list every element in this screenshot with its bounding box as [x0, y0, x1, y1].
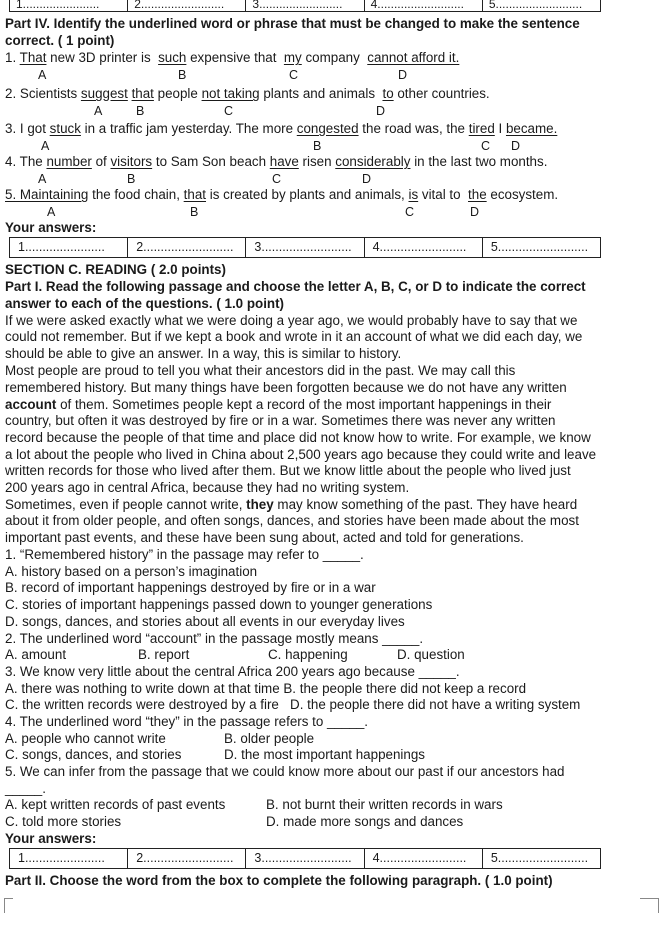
letter-a: A: [38, 172, 47, 186]
answer-box: [9, 237, 601, 258]
option: D. question: [397, 647, 465, 662]
letter-a: A: [38, 68, 47, 82]
part1-title-cont: answer to each of the questions. ( 1.0 point): [5, 296, 285, 311]
passage-line: about it from older people, and often songs, dances, and stories have been made about the most: [5, 513, 579, 528]
letter-d: D: [376, 104, 386, 118]
passage-line: written records for those who lived after them. But we know little about the people who lived just: [5, 463, 571, 478]
passage-line: If we were asked exactly what we were doing a year ago, we would probably have to say that we: [5, 313, 578, 328]
option: D. made more songs and dances: [266, 814, 464, 829]
option: C. stories of important happenings passed down to younger generations: [5, 597, 433, 612]
part1-title: Part I. Read the following passage and choose the letter A, B, C, or D to indicate the correct: [5, 279, 586, 294]
passage-line: country, but often it was destroyed by fire or in a war. Sometimes there was never any written: [5, 413, 556, 428]
passage-line: remembered history. But many things have been forgotten because we do not have any written: [5, 380, 567, 395]
part4-question-2: 2. Scientists suggest that people not taking plants and animals to other countries.: [5, 86, 490, 101]
answer-cell: 3..........................: [246, 849, 364, 868]
option: A. kept written records of past events: [5, 797, 226, 812]
letter-a: A: [41, 139, 50, 153]
passage-line: Sometimes, even if people cannot write, they may know something of the past. They have heard: [5, 497, 578, 512]
answer-cell: 1.......................: [10, 849, 128, 868]
passage-line: record because the people of that time and place did not know how to write. For example, we know: [5, 430, 591, 445]
answer-cell: 3.........................: [246, 0, 364, 11]
passage-line: should be able to give an answer. In a way, this is similar to history.: [5, 346, 402, 361]
option: B. older people: [224, 731, 315, 746]
option: C. happening: [268, 647, 348, 662]
option: A. people who cannot write: [5, 731, 166, 746]
answer-cell: 1.......................: [10, 238, 128, 257]
option: C. told more stories: [5, 814, 122, 829]
option: A. amount: [5, 647, 67, 662]
letter-d: D: [511, 139, 521, 153]
your-answers-label: Your answers:: [5, 831, 97, 846]
answer-cell: 3..........................: [246, 238, 364, 257]
letter-c: C: [272, 172, 282, 186]
option: C. the written records were destroyed by a fire D. the people there did not have a writing system: [5, 697, 581, 712]
question-2: 2. The underlined word “account” in the passage mostly means _____.: [5, 631, 424, 646]
letter-c: C: [405, 205, 415, 219]
letter-c: C: [481, 139, 491, 153]
part4-question-1: 1. That new 3D printer is such expensive that my company cannot afford it.: [5, 50, 460, 65]
passage-line: 200 years ago in central Africa, because they had no writing system.: [5, 480, 410, 495]
passage-line: could not remember. But if we kept a book and wrote in it an account of what we did each day, we: [5, 329, 583, 344]
letter-b: B: [127, 172, 136, 186]
answer-box: [9, 848, 601, 869]
answer-cell: 5..........................: [490, 851, 589, 865]
answer-cell: 2..........................: [128, 238, 246, 257]
passage-line: account of them. Sometimes people kept a record of the most important happenings in their: [5, 397, 552, 412]
letter-b: B: [178, 68, 187, 82]
answer-cell: 4..........................: [365, 0, 483, 11]
letter-b: B: [313, 139, 322, 153]
answer-cell: 4.........................: [365, 849, 483, 868]
question-3: 3. We know very little about the central Africa 200 years ago because _____.: [5, 664, 460, 679]
passage-line: Most people are proud to tell you what their ancestors did in the past. We may call this: [5, 363, 516, 378]
question-5-blank: _____.: [5, 781, 46, 796]
part4-title: Part IV. Identify the underlined word or phrase that must be changed to make the sentence: [5, 16, 580, 31]
option: C. songs, dances, and stories: [5, 747, 182, 762]
section-c-title: SECTION C. READING ( 2.0 points): [5, 262, 226, 277]
question-5: 5. We can infer from the passage that we could know more about our past if our ancestors had: [5, 764, 565, 779]
answer-cell: 2.........................: [128, 0, 246, 11]
word-box-corner-right: [640, 898, 659, 913]
option: A. history based on a person’s imagination: [5, 564, 258, 579]
part4-question-5: 5. Maintaining the food chain, that is created by plants and animals, is vital to the ecosystem.: [5, 187, 559, 202]
letter-d: D: [398, 68, 408, 82]
answer-cell: 5..........................: [490, 240, 589, 254]
word-account: account: [5, 397, 57, 412]
option: D. songs, dances, and stories about all events in our everyday lives: [5, 614, 405, 629]
answer-cell: 4.........................: [365, 238, 483, 257]
option: B. report: [138, 647, 190, 662]
your-answers-label: Your answers:: [5, 220, 97, 235]
letter-c: C: [224, 104, 234, 118]
part2-title: Part II. Choose the word from the box to complete the following paragraph. ( 1.0 point): [5, 873, 553, 888]
letter-a: A: [47, 205, 56, 219]
passage-line: important past events, and these have been sung about, acted and told for generations.: [5, 530, 524, 545]
question-1: 1. “Remembered history” in the passage may refer to _____.: [5, 547, 364, 562]
letter-b: B: [190, 205, 199, 219]
answer-cell: 1.......................: [10, 0, 128, 11]
word-box-corner-left: [4, 898, 13, 913]
passage-line: a lot about the people who lived in China about 2,500 years ago because they could write and leave: [5, 447, 597, 462]
letter-d: D: [470, 205, 480, 219]
letter-c: C: [289, 68, 299, 82]
letter-d: D: [362, 172, 372, 186]
top-answer-box: [9, 0, 601, 12]
option: B. not burnt their written records in wars: [266, 797, 503, 812]
option: D. the most important happenings: [224, 747, 425, 762]
part4-question-4: 4. The number of visitors to Sam Son beach have risen considerably in the last two months.: [5, 154, 548, 169]
part4-title-cont: correct. ( 1 point): [5, 33, 115, 48]
answer-cell: 2..........................: [128, 849, 246, 868]
letter-b: B: [136, 104, 145, 118]
word-they: they: [246, 497, 274, 512]
option: A. there was nothing to write down at that time B. the people there did not keep a record: [5, 681, 527, 696]
letter-a: A: [94, 104, 103, 118]
answer-cell: 5..........................: [488, 0, 583, 11]
question-4: 4. The underlined word “they” in the passage refers to _____.: [5, 714, 369, 729]
part4-question-3: 3. I got stuck in a traffic jam yesterday. The more congested the road was, the tired I became.: [5, 121, 558, 136]
option: B. record of important happenings destroyed by fire or in a war: [5, 580, 376, 595]
